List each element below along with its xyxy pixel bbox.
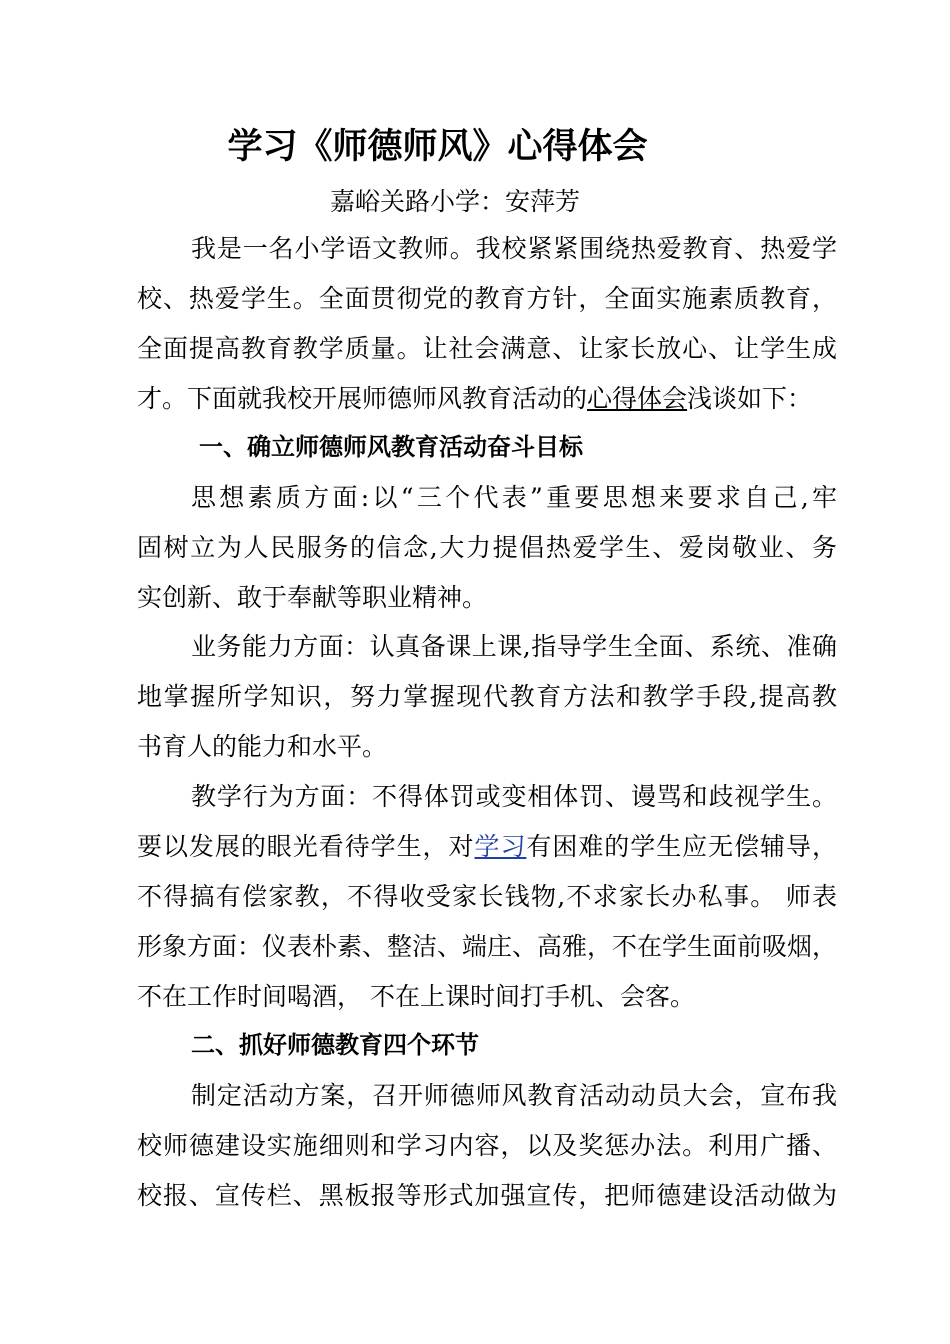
paragraph-4-line-4: 形象方面：仪表朴素、整洁、端庄、高雅，不在学生面前吸烟， [137,932,838,961]
paragraph-4-text-end: 有困难的学生应无偿辅导， [526,832,837,861]
paragraph-4-line-5: 不在工作时间喝酒， 不在上课时间打手机、会客。 [137,982,695,1011]
study-link[interactable]: 学习 [474,832,527,861]
paragraph-5-line-1: 制定活动方案，召开师德师风教育活动动员大会，宣布我 [191,1081,837,1110]
paragraph-4-text: 要以发展的眼光看待学生，对 [137,832,475,861]
paragraph-1-line-4 [137,374,837,424]
section-heading-1: 一、确立师德师风教育活动奋斗目标 [199,432,583,461]
paragraph-2-line-3: 实创新、敢于奉献等职业精神。 [137,583,488,612]
document-author: 嘉峪关路小学：安萍芳 [329,187,580,216]
paragraph-4-line-2 [137,822,837,872]
paragraph-3-line-2: 地掌握所学知识，努力掌握现代教育方法和教学手段,提高教 [137,682,837,711]
paragraph-5-line-3: 校报、宣传栏、黑板报等形式加强宣传，把师德建设活动做为 [137,1181,837,1210]
experience-link[interactable]: 心得体会 [587,384,688,413]
paragraph-4-line-1: 教学行为方面：不得体罚或变相体罚、谩骂和歧视学生。 [191,782,837,811]
paragraph-1-line-1: 我是一名小学语文教师。我校紧紧围绕热爱教育、热爱学 [191,234,837,263]
section-heading-2: 二、抓好师德教育四个环节 [191,1030,479,1059]
paragraph-1-line-3: 全面提高教育教学质量。让社会满意、让家长放心、让学生成 [137,334,837,363]
paragraph-5-line-2: 校师德建设实施细则和学习内容，以及奖惩办法。利用广播、 [137,1131,837,1160]
paragraph-1-line-2: 校、热爱学生。全面贯彻党的教育方针，全面实施素质教育， [137,284,837,313]
paragraph-1-text-end: 浅谈如下： [687,384,813,413]
paragraph-1-text: 才。下面就我校开展师德师风教育活动的 [137,384,588,413]
paragraph-2-line-1: 思想素质方面:以“三个代表”重要思想来要求自己,牢 [191,483,837,512]
paragraph-2-line-2: 固树立为人民服务的信念,大力提倡热爱学生、爱岗敬业、务 [137,533,837,562]
paragraph-3-line-3: 书育人的能力和水平。 [137,732,388,761]
document-title: 学习《师德师风》心得体会 [227,126,648,167]
paragraph-4-line-3: 不得搞有偿家教，不得收受家长钱物,不求家长办私事。 师表 [137,882,837,911]
paragraph-3-line-1: 业务能力方面：认真备课上课,指导学生全面、系统、准确 [191,632,837,661]
